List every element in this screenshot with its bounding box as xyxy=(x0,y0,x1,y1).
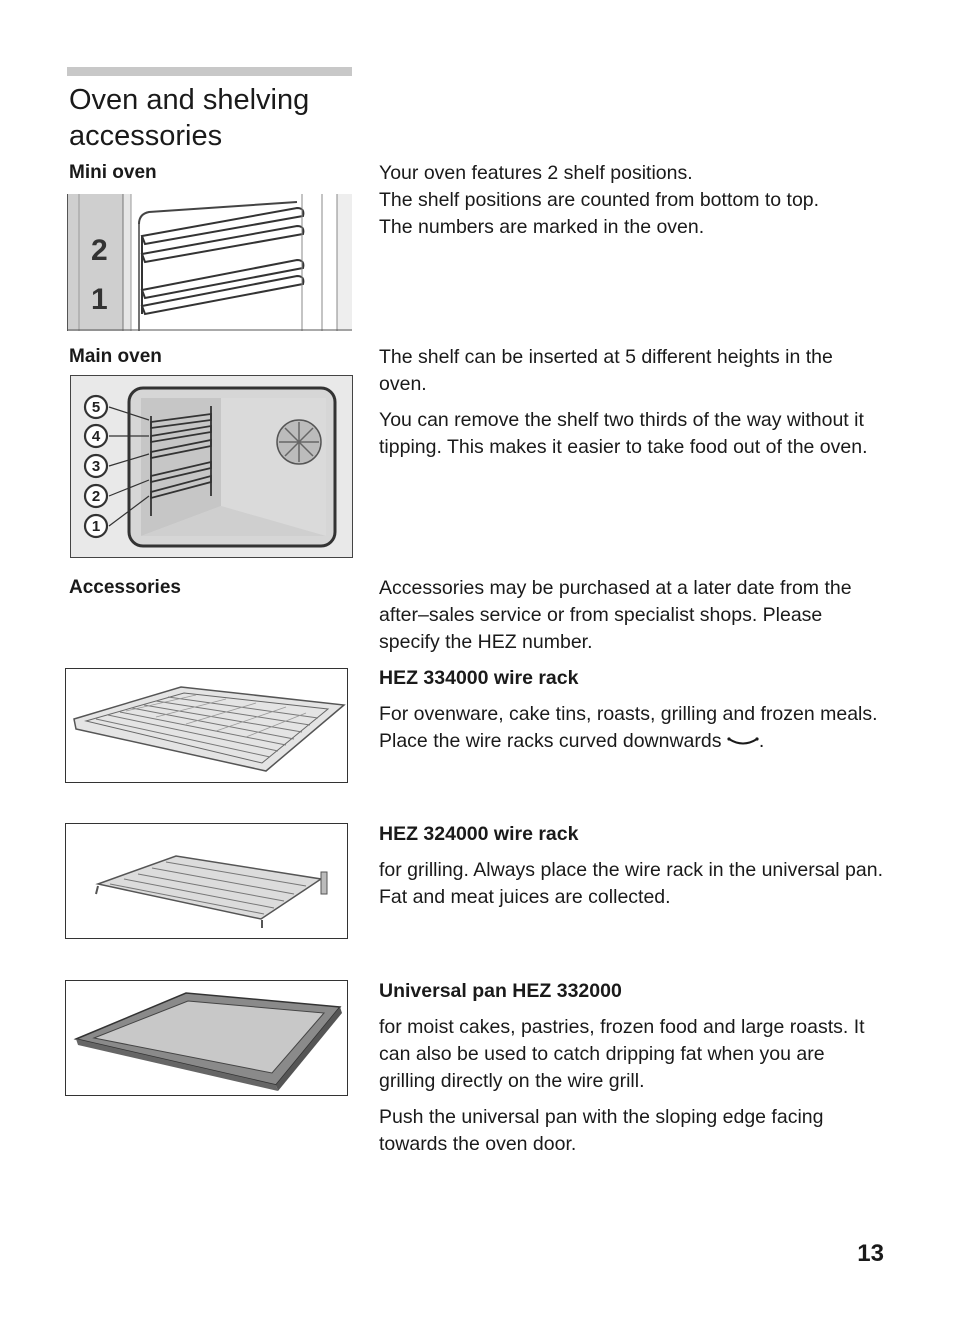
title-line-2: accessories xyxy=(69,120,223,152)
page-number: 13 xyxy=(857,1240,884,1267)
universal-pan-text-1: for moist cakes, pastries, frozen food and large roasts. It can also be used to catch dripping fat when you are grilling directly on the wire grill. xyxy=(379,1016,865,1092)
mini-oven-line-2: The shelf positions are counted from bottom to top. xyxy=(379,189,820,211)
wire-rack-334000-text xyxy=(379,665,879,755)
accessories-intro-text: Accessories may be purchased at a later date from the after–sales service or from specialist shops. Please specify the HEZ number. xyxy=(379,577,852,653)
wire-rack-324000-figure xyxy=(65,823,348,939)
wire-rack-334000-text-1: For ovenware, cake tins, roasts, grilling and frozen meals. xyxy=(379,703,878,725)
mini-oven-line-1: Your oven features 2 shelf positions. xyxy=(379,162,693,184)
page-title xyxy=(69,82,369,154)
main-oven-label: Main oven xyxy=(69,346,162,367)
main-oven-text xyxy=(379,344,879,461)
wire-rack-334000-text-2-end: . xyxy=(758,730,765,752)
wire-rack-334000-text-2-line xyxy=(379,728,879,755)
curved-down-icon xyxy=(727,736,759,748)
title-line-1: Oven and shelving xyxy=(69,84,310,116)
universal-pan-text xyxy=(379,978,884,1158)
mini-oven-line-3: The numbers are marked in the oven. xyxy=(379,216,705,238)
accessories-intro xyxy=(379,575,874,656)
mini-shelf-number-2: 2 xyxy=(91,234,108,267)
wire-rack-334000-heading: HEZ 334000 wire rack xyxy=(379,667,579,689)
main-oven-figure xyxy=(70,375,353,558)
universal-pan-figure xyxy=(65,980,348,1096)
section-rule xyxy=(67,67,352,76)
wire-rack-324000-text xyxy=(379,821,884,911)
accessories-label: Accessories xyxy=(69,577,181,598)
wire-rack-324000-text-1: for grilling. Always place the wire rack in the universal pan. Fat and meat juices are collected. xyxy=(379,859,883,908)
mini-oven-figure xyxy=(67,194,352,331)
mini-oven-text xyxy=(379,160,889,241)
mini-oven-label: Mini oven xyxy=(69,162,157,183)
wire-rack-334000-text-2: Place the wire racks curved downwards xyxy=(379,730,722,752)
mini-shelf-number-1: 1 xyxy=(91,283,108,316)
main-shelf-number-3: 3 xyxy=(91,458,101,475)
main-shelf-number-5: 5 xyxy=(91,399,101,416)
wire-rack-334000-figure xyxy=(65,668,348,783)
main-oven-para-1: The shelf can be inserted at 5 different heights in the oven. xyxy=(379,346,833,395)
main-shelf-number-2: 2 xyxy=(91,488,101,505)
main-shelf-number-4: 4 xyxy=(91,428,101,445)
main-shelf-number-1: 1 xyxy=(91,518,101,535)
wire-rack-324000-heading: HEZ 324000 wire rack xyxy=(379,823,579,845)
universal-pan-heading: Universal pan HEZ 332000 xyxy=(379,980,622,1002)
main-oven-para-2: You can remove the shelf two thirds of the way without it tipping. This makes it easier to take food out of the oven. xyxy=(379,409,868,458)
universal-pan-text-2: Push the universal pan with the sloping edge facing towards the oven door. xyxy=(379,1106,824,1155)
